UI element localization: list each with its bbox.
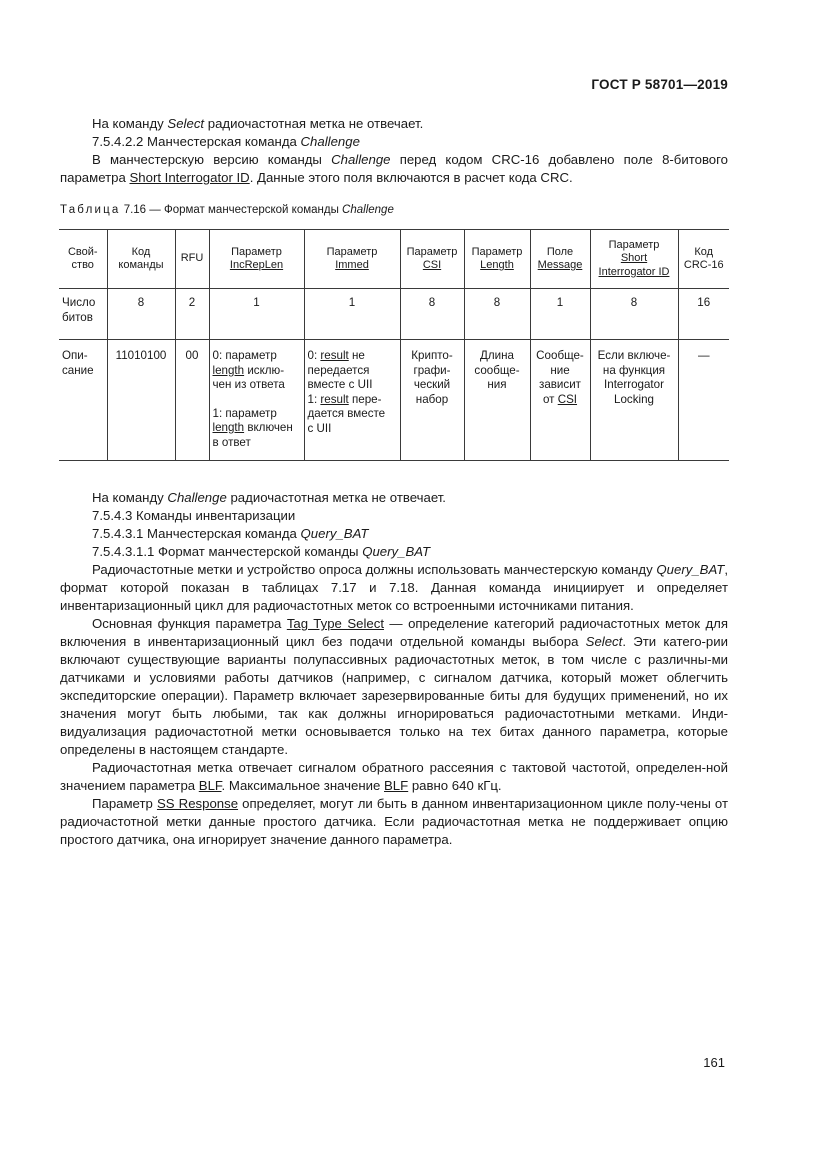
header-cell: Параметр IncRepLen	[209, 230, 304, 289]
paragraph: Основная функция параметра Tag Type Select — определение категорий радиочастотных меток для включения в инвентаризационный цикл без подачи отдельной команды выбора Select. Эти катего-рии включают существующие варианты полупассивных радиочастотных меток, в том числе с различны-ми датчиками и условиями работы датчиков (например, с сигналом датчика, который может облегчить экспедиторские операции). Параметр включает зарезервированные биты для будущих применений, но их значения могут быть любыми, так как должны игнорироваться радиочастотными метками. Инди-видуализация радиочастотной метки основывается только на тех битах данного параметра, которые определены в настоящем стандарте.	[60, 616, 728, 757]
header-cell: Код CRC-16	[678, 230, 729, 289]
table-cell: 8	[107, 289, 175, 340]
table-cell: 0: параметр length исклю- чен из ответа 1: параметр length включен в ответ	[209, 340, 304, 461]
table-cell: 16	[678, 289, 729, 340]
table-cell: 8	[464, 289, 530, 340]
ss-response-link: SS Response	[156, 796, 239, 811]
header-cell: Параметр Length	[464, 230, 530, 289]
tag-type-select-link: Tag Type Select	[286, 616, 384, 631]
header-cell: Поле Message	[530, 230, 590, 289]
blf-link: BLF	[384, 778, 409, 793]
short-interrogator-id-link: Short Interrogator ID	[129, 170, 250, 185]
table-row	[59, 289, 729, 340]
table-cell: 2	[175, 289, 209, 340]
header-cell: Параметр CSI	[400, 230, 464, 289]
table-caption: Таблица 7.16 — Формат манчестерской команды Challenge	[60, 204, 394, 216]
paragraph: Радиочастотные метки и устройство опроса должны использовать манчестерскую команду Query_BAT, формат которой показан в таблицах 7.17 и 7.18. Данная команда инициирует и определяет инвентаризационный цикл для радиочастотных меток со встроенными источниками питания.	[60, 562, 728, 613]
intro-text	[60, 115, 728, 187]
table-row	[59, 340, 729, 461]
table-cell: 8	[590, 289, 678, 340]
header-cell: Параметр Immed	[304, 230, 400, 289]
paragraph: Параметр SS Response определяет, могут ли быть в данном инвентаризационном цикле полу-чены от радиочастотной метки данные простого датчика. Если радиочастотная метка не поддерживает опцию простого датчика, она игнорирует значение данного параметра.	[60, 796, 729, 847]
section-heading: 7.5.4.2.2 Манчестерская команда Challenge	[92, 134, 360, 149]
header-cell: RFU	[175, 230, 209, 289]
standard-designation: ГОСТ Р 58701—2019	[591, 77, 728, 92]
header-cell: Свой- ство	[59, 230, 107, 289]
table-cell: 11010100	[107, 340, 175, 461]
blf-link: BLF	[198, 778, 222, 793]
table-cell: 00	[175, 340, 209, 461]
paragraph: На команду Challenge радиочастотная метка не отвечает.	[92, 490, 446, 505]
table-cell: 8	[400, 289, 464, 340]
paragraph: Радиочастотная метка отвечает сигналом обратного рассеяния с тактовой частотой, определен-ной значением параметра BLF. Максимальное значение BLF равно 640 кГц.	[60, 760, 728, 793]
header-cell: Код команды	[107, 230, 175, 289]
challenge-command-table	[59, 229, 729, 461]
table-cell: 0: result не передается вместе с UII 1: result пере- дается вместе с UII	[304, 340, 400, 461]
paragraph: В манчестерскую версию команды Challenge перед кодом CRC-16 добавлено поле 8-битового параметра Short Interrogator ID. Данные этого поля включаются в расчет кода CRC.	[60, 152, 728, 185]
body-text	[60, 489, 728, 849]
table-cell: —	[678, 340, 729, 461]
row-label: Опи- сание	[59, 340, 107, 461]
section-heading: 7.5.4.3.1 Манчестерская команда Query_BAT	[92, 526, 369, 541]
table-header-row	[59, 230, 729, 289]
table-cell: 1	[304, 289, 400, 340]
table-cell: 1	[530, 289, 590, 340]
table-cell: 1	[209, 289, 304, 340]
table-cell: Если включе- на функция Interrogator Locking	[590, 340, 678, 461]
table-cell: Сообще- ние зависит от CSI	[530, 340, 590, 461]
section-heading: 7.5.4.3 Команды инвентаризации	[92, 508, 296, 523]
row-label: Число битов	[59, 289, 107, 340]
paragraph: На команду Select радиочастотная метка не отвечает.	[92, 116, 424, 131]
table-cell: Длина сообще- ния	[464, 340, 530, 461]
section-heading: 7.5.4.3.1.1 Формат манчестерской команды Query_BAT	[92, 544, 431, 559]
page-number: 161	[703, 1055, 725, 1070]
table-cell: Крипто- графи- ческий набор	[400, 340, 464, 461]
header-cell: Параметр Short Interrogator ID	[590, 230, 678, 289]
